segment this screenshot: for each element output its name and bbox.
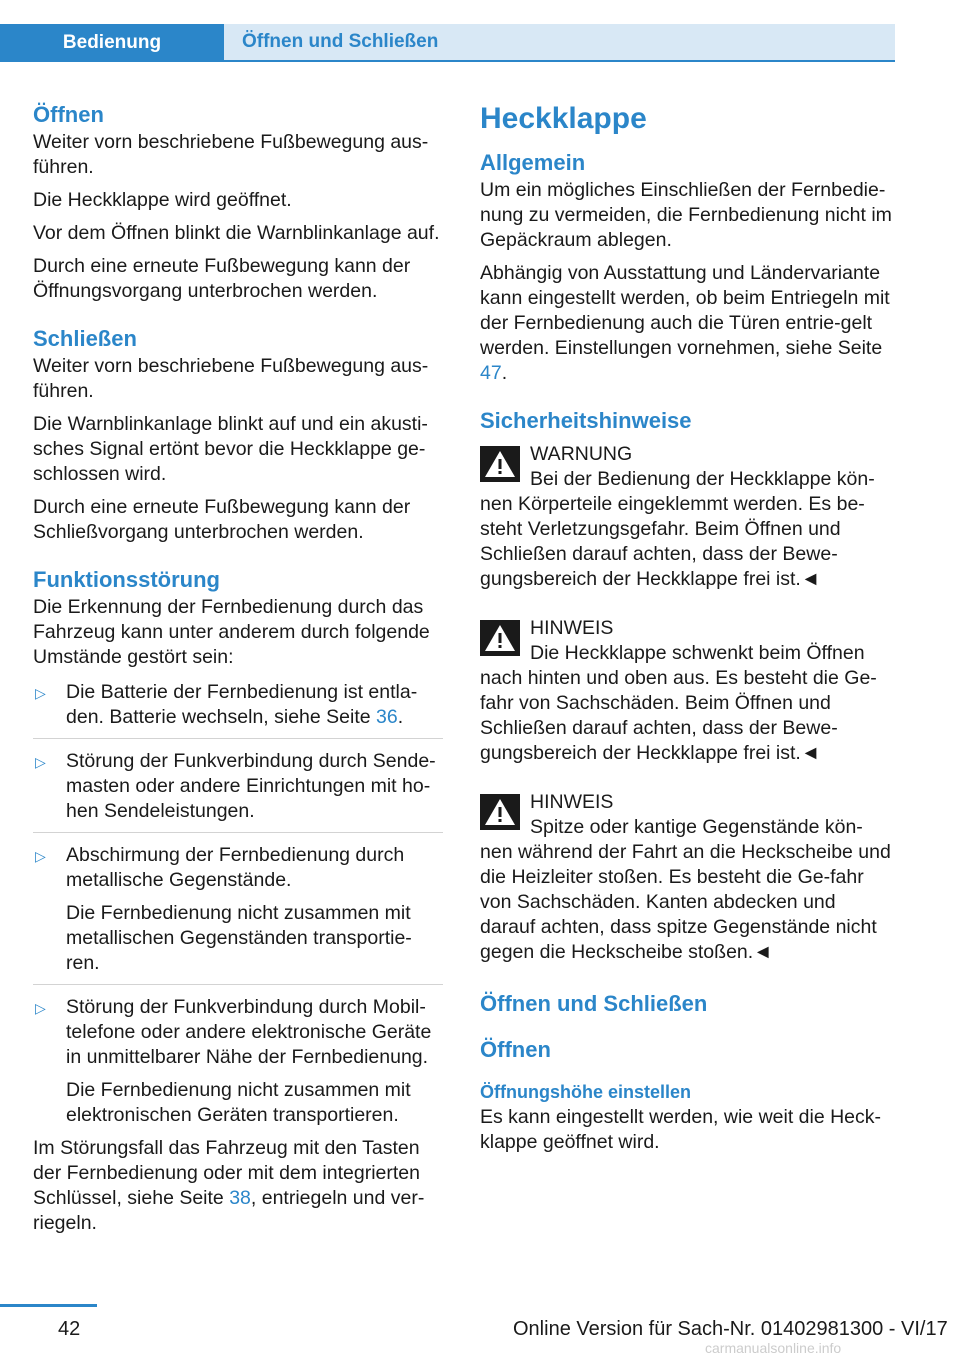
list-item-note: Die Fernbedienung nicht zusammen mit metallischen Gegenständen transportie-ren. (66, 902, 412, 974)
warning-box (480, 442, 894, 592)
triangle-right-icon: ▷ (35, 754, 46, 770)
list-item (33, 993, 443, 1128)
list-item (33, 747, 443, 833)
heading-funktionsstoerung: Funktionsstörung (33, 567, 220, 592)
warning-triangle-icon (480, 620, 520, 656)
paragraph: Die Erkennung der Fernbedienung durch das Fahrzeug kann unter anderem durch folgende Umstände gestört sein: (33, 596, 430, 668)
heading-oeffnen-und-schliessen: Öffnen und Schließen (480, 991, 708, 1016)
list-item-text-part: . (397, 706, 404, 728)
warning-text: Bei der Bedienung der Heckklappe kön-nen Körperteile eingeklemmt werden. Es be-steht Verletzungsgefahr. Beim Öffnen und Schließen darauf achten, dass der Bewe-gungsbereich der Heckklappe frei ist.◄ (480, 468, 875, 590)
page-link-47[interactable]: 47 (480, 362, 502, 384)
list-item-text (66, 680, 443, 730)
list-item-note: Die Fernbedienung nicht zusammen mit elektronischen Geräten transportieren. (66, 1079, 411, 1126)
footer-online-version: Online Version für Sach-Nr. 01402981300 - VI/17 (513, 1318, 948, 1340)
heading-schliessen: Schließen (33, 326, 137, 351)
warning-title: WARNUNG (530, 443, 633, 465)
header-chapter-tab[interactable]: Öffnen und Schließen (224, 24, 895, 60)
paragraph-text-part: Abhängig von Ausstattung und Ländervariante kann eingestellt werden, ob beim Entriegeln mit der Fernbedienung auch die Türen entrie-gelt werden. Einstellungen vornehmen, siehe Seite (480, 262, 890, 359)
heading-oeffnen-sub: Öffnen (480, 1037, 551, 1062)
notice-title: HINWEIS (530, 617, 614, 639)
header-divider (224, 60, 895, 62)
warning-triangle-icon (480, 794, 520, 830)
notice-box (480, 616, 894, 766)
list-item-text: Störung der Funkverbindung durch Mobil-telefone oder andere elektronische Geräte in unmittelbarer Nähe der Fernbedienung. (66, 996, 432, 1068)
notice-text: Spitze oder kantige Gegenstände kön-nen während der Fahrt an die Heckscheibe und die Heizleiter stoßen. Es besteht die Ge-fahr von Sachschäden. Kanten abdecken und darauf achten, dass spitze Gegenstände nicht gegen die Heckscheibe stoßen.◄ (480, 816, 891, 963)
paragraph-text-part: . (501, 362, 508, 384)
watermark: carmanualsonline.info (705, 1340, 842, 1356)
heading-sicherheitshinweise: Sicherheitshinweise (480, 408, 692, 433)
left-column (33, 100, 443, 1244)
notice-title: HINWEIS (530, 791, 614, 813)
footer-divider (0, 1304, 97, 1307)
paragraph: Es kann eingestellt werden, wie weit die Heck-klappe geöffnet wird. (480, 1106, 882, 1153)
heading-oeffnen: Öffnen (33, 102, 104, 127)
paragraph: Weiter vorn beschriebene Fußbewegung aus-führen. (33, 355, 429, 402)
page-header (0, 24, 895, 62)
list-item (33, 841, 443, 985)
page-link-38[interactable]: 38 (229, 1187, 251, 1209)
notice-box (480, 790, 894, 965)
paragraph (33, 1136, 443, 1236)
list-item-text: Störung der Funkverbindung durch Sende-masten oder andere Einrichtungen mit ho-hen Sendeleistungen. (66, 750, 436, 822)
paragraph: Durch eine erneute Fußbewegung kann der Schließvorgang unterbrochen werden. (33, 496, 411, 543)
header-section-tab[interactable]: Bedienung (0, 24, 224, 62)
notice-text: Die Heckklappe schwenkt beim Öffnen nach hinten und oben aus. Es besteht die Ge-fahr von Sachschäden. Beim Öffnen und Schließen darauf achten, dass der Bewe-gungsbereich der Heckklappe frei ist.◄ (480, 642, 877, 764)
triangle-right-icon: ▷ (35, 1000, 46, 1016)
paragraph: Vor dem Öffnen blinkt die Warnblinkanlage auf. (33, 222, 440, 244)
list-item-text: Abschirmung der Fernbedienung durch metallische Gegenstände. (66, 844, 405, 891)
page-link-36[interactable]: 36 (376, 706, 398, 728)
list-item-text-part: Die Batterie der Fernbedienung ist entla-den. Batterie wechseln, siehe Seite (66, 681, 418, 728)
triangle-right-icon: ▷ (35, 848, 46, 864)
triangle-right-icon: ▷ (35, 685, 46, 701)
paragraph: Die Warnblinkanlage blinkt auf und ein akusti-sches Signal ertönt bevor die Heckklappe ge-schlossen wird. (33, 413, 428, 485)
list-item (33, 678, 443, 739)
page-number: 42 (58, 1318, 81, 1340)
warning-triangle-icon (480, 446, 520, 482)
paragraph: Durch eine erneute Fußbewegung kann der Öffnungsvorgang unterbrochen werden. (33, 255, 411, 302)
right-column (480, 100, 894, 1163)
paragraph: Um ein mögliches Einschließen der Fernbedie-nung zu vermeiden, die Fernbedienung nicht im Gepäckraum ablegen. (480, 179, 892, 251)
paragraph-text-part: Im Störungsfall das Fahrzeug mit den Tasten der Fernbedienung oder mit dem integrierten Schlüssel, siehe Seite (33, 1137, 420, 1209)
heading-allgemein: Allgemein (480, 150, 586, 175)
disturbance-list (33, 678, 443, 1128)
paragraph: Die Heckklappe wird geöffnet. (33, 189, 292, 211)
heading-heckklappe: Heckklappe (480, 102, 647, 135)
paragraph-text-part: , entriegeln und ver-riegeln. (33, 1187, 425, 1234)
heading-oeffnungshoehe: Öffnungshöhe einstellen (480, 1082, 692, 1102)
paragraph: Weiter vorn beschriebene Fußbewegung aus-führen. (33, 131, 429, 178)
paragraph (480, 261, 894, 386)
